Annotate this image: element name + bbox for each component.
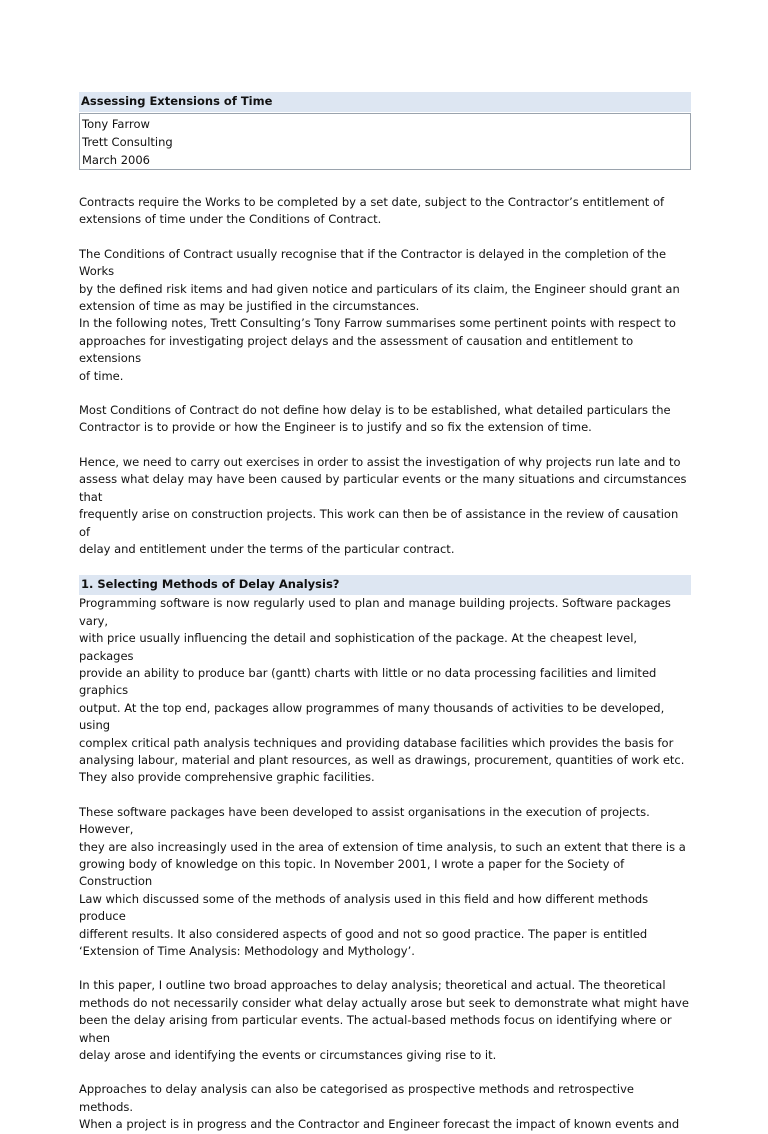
intro-paragraph: Hence, we need to carry out exercises in order to assist the investigation of why projects run late and to assess what delay may have been caused by particular events or the many situations and circumstances that frequently arise on construction projects. This work can then be of assistance in the review of causation of delay and entitlement under the terms of the particular contract.	[79, 454, 687, 556]
author-info-box	[79, 113, 691, 170]
intro-paragraph: Most Conditions of Contract do not define how delay is to be established, what detailed particulars the Contractor is to provide or how the Engineer is to justify and so fix the extension of time.	[79, 403, 671, 435]
section-paragraph: Programming software is now regularly used to plan and manage building projects. Software packages vary, with price usually influencing the detail and sophistication of the package. At the cheapest level, packages provide an ability to produce bar (gantt) charts with little or no data processing facilities and limited graphics output. At the top end, packages allow programmes of many thousands of activities to be developed, using complex critical path analysis techniques and providing database facilities which provides the basis for analysing labour, material and plant resources, as well as drawings, procurement, quantities of work etc. They also provide comprehensive graphic facilities.	[79, 596, 685, 785]
document-title: Assessing Extensions of Time	[79, 92, 691, 112]
section-paragraph: These software packages have been developed to assist organisations in the execution of projects. However, they are also increasingly used in the area of extension of time analysis, to such an extent that there is a growing body of knowledge on this topic. In November 2001, I wrote a paper for the Society of Construction Law which discussed some of the methods of analysis used in this field and how different methods produce different results. It also considered aspects of good and not so good practice. The paper is entitled ‘Extension of Time Analysis: Methodology and Mythology’.	[79, 804, 686, 959]
document-content	[79, 92, 691, 1134]
section-paragraph: Approaches to delay analysis can also be categorised as prospective methods and retrospective methods. When a project is in progress and the Contractor and Engineer forecast the impact of known events and	[79, 1082, 680, 1132]
section-paragraph: In this paper, I outline two broad approaches to delay analysis; theoretical and actual. The theoretical methods do not necessarily consider what delay actually arose but seek to demonstrate what might have been the delay arising from particular events. The actual-based methods focus on identifying where or when delay arose and identifying the events or circumstances giving rise to it.	[79, 978, 689, 1063]
intro-paragraph: Contracts require the Works to be completed by a set date, subject to the Contractor’s entitlement of extensions of time under the Conditions of Contract.	[79, 195, 665, 227]
section-heading: 1. Selecting Methods of Delay Analysis?	[79, 575, 691, 595]
intro-paragraph: In the following notes, Trett Consulting’s Tony Farrow summarises some pertinent points with respect to approaches for investigating project delays and the assessment of causation and entitlement to extensions of time.	[79, 316, 676, 383]
publication-date: March 2006	[82, 153, 150, 167]
author-name: Tony Farrow	[82, 117, 150, 131]
company-name: Trett Consulting	[82, 135, 173, 149]
intro-paragraph: The Conditions of Contract usually recognise that if the Contractor is delayed in the completion of the Works by the defined risk items and had given notice and particulars of its claim, the Engineer should grant an extension of time as may be justified in the circumstances.	[79, 246, 680, 314]
